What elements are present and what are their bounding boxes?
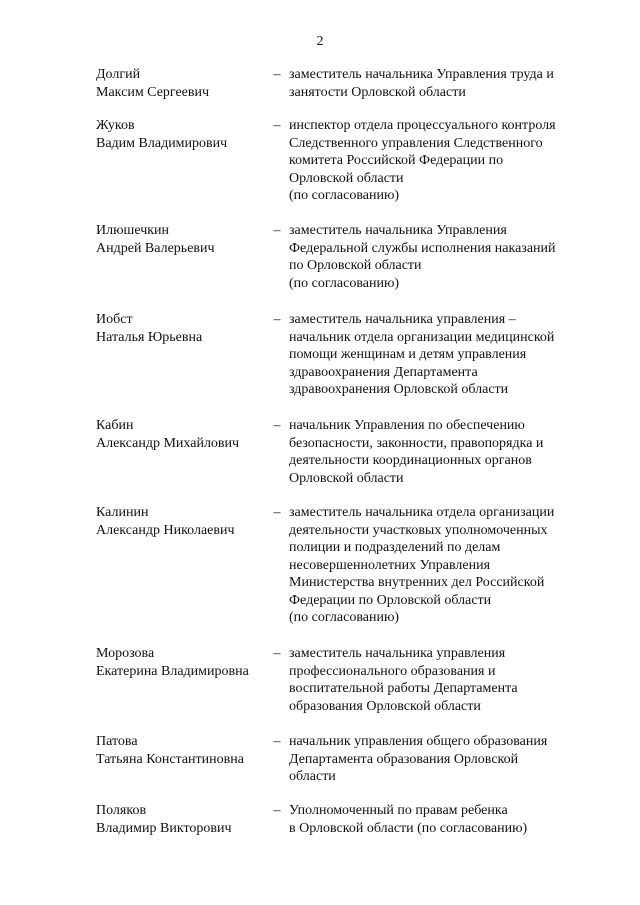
- position-line: воспитательной работы Департамента: [289, 681, 518, 696]
- position-line: Уполномоченный по правам ребенка: [289, 803, 508, 818]
- member-position: [289, 117, 589, 205]
- dash-separator: –: [273, 418, 281, 433]
- position-line: Департамента образования Орловской: [289, 751, 519, 767]
- member-name: [96, 733, 266, 768]
- position-line: деятельности координационных органов: [289, 453, 532, 468]
- member-position: [289, 66, 589, 101]
- position-line: заместитель начальника управления –: [289, 312, 516, 327]
- member-surname: Поляков: [96, 803, 147, 818]
- position-line: занятости Орловской области: [289, 84, 466, 100]
- member-surname: Илюшечкин: [96, 223, 170, 238]
- position-line: (по согласованию): [289, 188, 400, 203]
- position-line: полиции и подразделений по делам: [289, 540, 501, 555]
- member-given-names: Андрей Валерьевич: [96, 240, 215, 256]
- position-line: области: [289, 769, 336, 784]
- position-line: комитета Российской Федерации по: [289, 153, 504, 168]
- member-surname: Кабин: [96, 418, 134, 433]
- position-line: здравоохранения Орловской области: [289, 382, 509, 397]
- member-given-names: Наталья Юрьевна: [96, 329, 203, 345]
- dash-separator: –: [273, 734, 281, 749]
- position-line: Министерства внутренних дел Российской: [289, 575, 545, 590]
- dash-separator: –: [273, 646, 281, 661]
- position-line: безопасности, законности, правопорядка и: [289, 435, 544, 451]
- position-line: (по согласованию): [289, 610, 400, 625]
- member-surname: Иобст: [96, 312, 133, 327]
- member-name: [96, 417, 266, 452]
- position-line: начальник отдела организации медицинской: [289, 329, 555, 345]
- position-line: заместитель начальника управления: [289, 646, 506, 661]
- position-line: деятельности участковых уполномоченных: [289, 522, 548, 538]
- position-line: здравоохранения Департамента: [289, 364, 478, 380]
- position-line: в Орловской области (по согласованию): [289, 820, 528, 836]
- dash-separator: –: [273, 118, 281, 133]
- position-line: по Орловской области: [289, 258, 422, 273]
- dash-separator: –: [273, 505, 281, 520]
- member-given-names: Владимир Викторович: [96, 820, 232, 836]
- member-name: [96, 117, 266, 152]
- position-line: Федеральной службы исполнения наказаний: [289, 240, 556, 256]
- member-name: [96, 311, 266, 346]
- member-surname: Патова: [96, 734, 138, 749]
- position-line: заместитель начальника Управления труда и: [289, 67, 554, 82]
- member-position: [289, 733, 589, 786]
- page-number: 2: [316, 34, 324, 49]
- position-line: помощи женщинам и детям управления: [289, 347, 527, 362]
- position-line: заместитель начальника отдела организации: [289, 505, 555, 520]
- position-line: образования Орловской области: [289, 698, 481, 714]
- member-position: [289, 417, 589, 487]
- position-line: начальник управления общего образования: [289, 734, 548, 749]
- position-line: инспектор отдела процессуального контроля: [289, 118, 556, 133]
- position-line: Орловской области: [289, 170, 404, 186]
- member-position: [289, 802, 589, 837]
- member-surname: Долгий: [96, 67, 141, 82]
- position-line: (по согласованию): [289, 275, 400, 291]
- position-line: заместитель начальника Управления: [289, 223, 507, 238]
- member-given-names: Александр Михайлович: [96, 435, 240, 451]
- member-name: [96, 645, 266, 680]
- position-line: Следственного управления Следственного: [289, 135, 543, 151]
- member-surname: Калинин: [96, 505, 149, 520]
- member-name: [96, 66, 266, 101]
- member-position: [289, 311, 589, 399]
- member-name: [96, 504, 266, 539]
- member-given-names: Татьяна Константиновна: [96, 751, 244, 767]
- position-line: профессионального образования и: [289, 663, 496, 679]
- member-given-names: Екатерина Владимировна: [96, 663, 249, 679]
- member-surname: Жуков: [96, 118, 135, 133]
- dash-separator: –: [273, 67, 281, 82]
- member-given-names: Александр Николаевич: [96, 522, 235, 538]
- member-given-names: Вадим Владимирович: [96, 135, 228, 151]
- dash-separator: –: [273, 803, 281, 818]
- member-given-names: Максим Сергеевич: [96, 84, 210, 100]
- position-line: несовершеннолетних Управления: [289, 557, 491, 573]
- dash-separator: –: [273, 312, 281, 327]
- dash-separator: –: [273, 223, 281, 238]
- position-line: Орловской области: [289, 470, 404, 486]
- member-surname: Морозова: [96, 646, 155, 661]
- member-position: [289, 645, 589, 715]
- member-name: [96, 222, 266, 257]
- position-line: начальник Управления по обеспечению: [289, 418, 525, 433]
- member-position: [289, 222, 589, 292]
- member-name: [96, 802, 266, 837]
- position-line: Федерации по Орловской области: [289, 592, 492, 608]
- member-position: [289, 504, 589, 627]
